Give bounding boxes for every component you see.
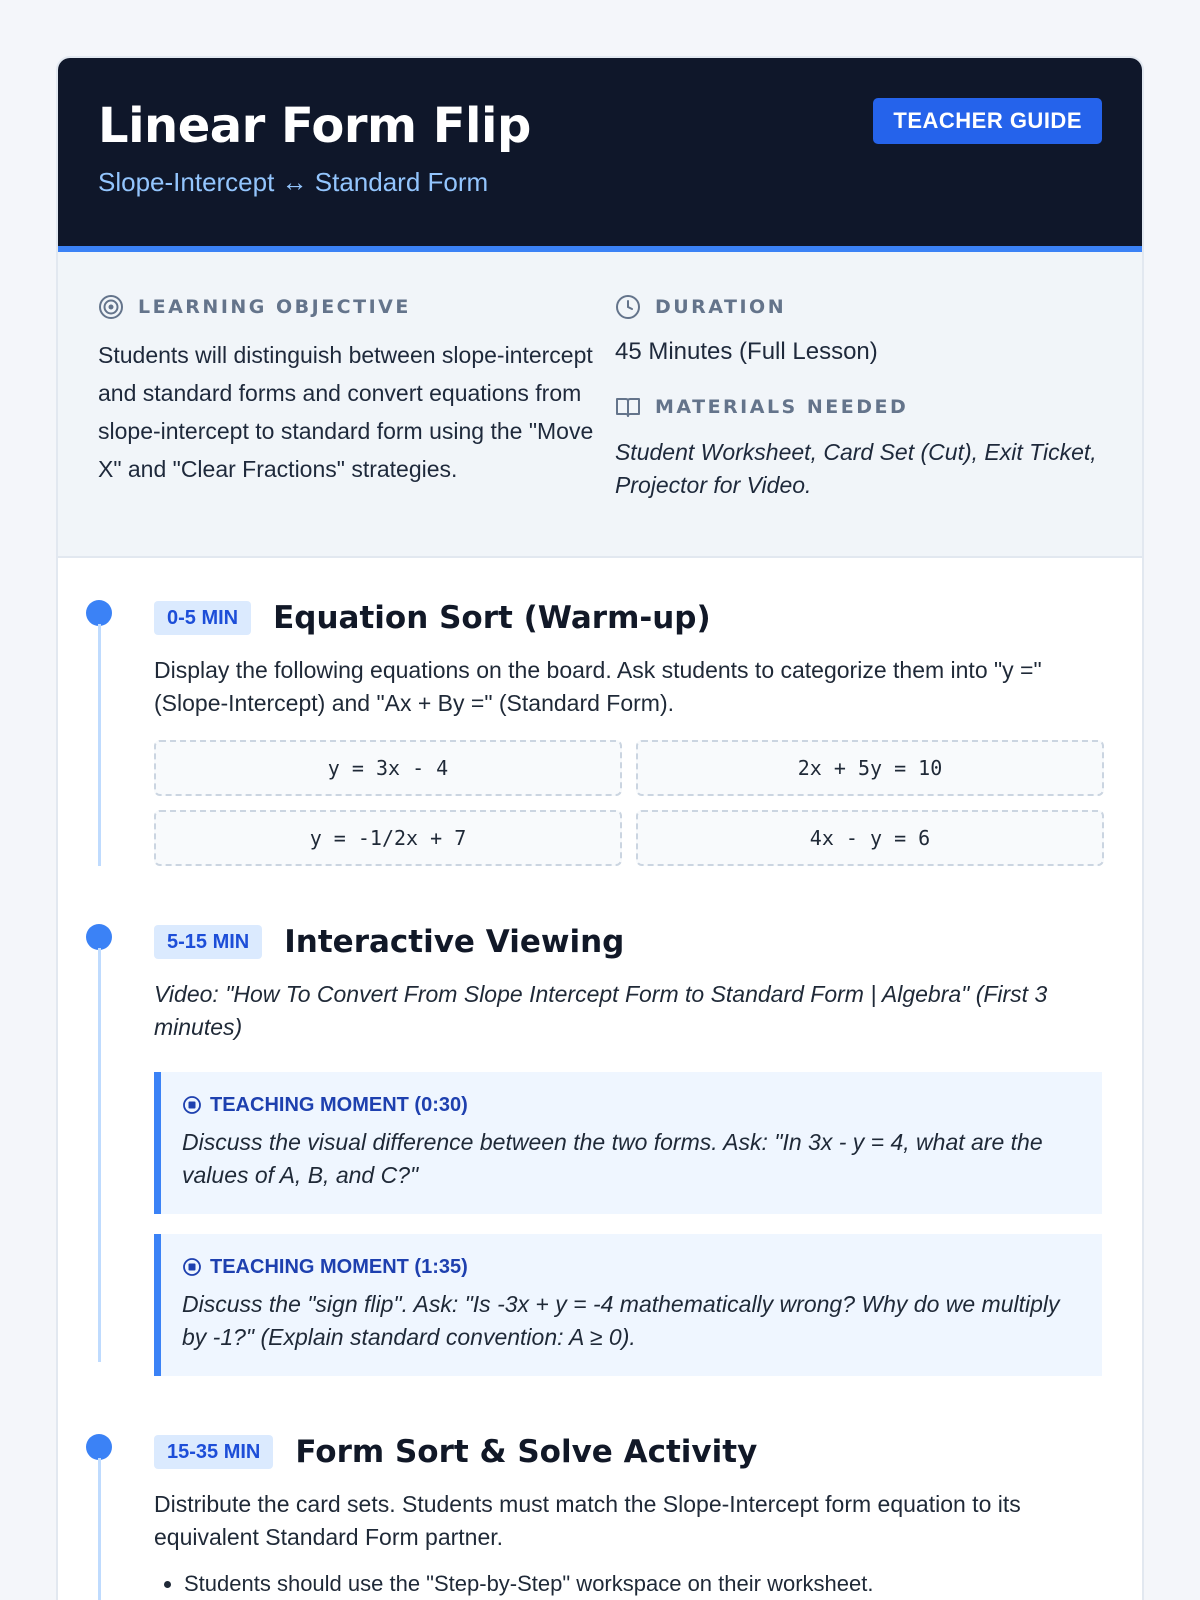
details-column — [615, 294, 1102, 556]
teaching-moment — [154, 1072, 1102, 1214]
clock-icon — [615, 294, 641, 320]
objective-text: Students will distinguish between slope-intercept and standard forms and convert equations from slope-intercept to standard form using the "Move X" and "Clear Fractions" strategies. — [98, 342, 594, 482]
materials-text: Student Worksheet, Card Set (Cut), Exit Ticket, Projector for Video. — [614, 439, 1097, 498]
teaching-moment — [154, 1234, 1102, 1376]
section-title: Equation Sort (Warm-up) — [273, 600, 711, 636]
objective-label: LEARNING OBJECTIVE — [138, 296, 411, 318]
lesson-subtitle: Slope-Intercept ↔ Standard Form — [98, 167, 489, 197]
teaching-moment-label: TEACHING MOMENT (1:35) — [210, 1255, 468, 1278]
timeline-section-viewing — [154, 866, 1102, 1376]
time-badge: 0-5 MIN — [154, 601, 251, 635]
timeline-dot — [86, 1434, 112, 1460]
section-header — [154, 1432, 1102, 1472]
time-badge: 15-35 MIN — [154, 1435, 273, 1469]
lesson-header — [58, 58, 1142, 252]
teaching-moment-text: Discuss the "sign flip". Ask: "Is -3x + y = -4 mathematically wrong? Why do we multiply by -1?" (Explain standard convention: A ≥ 0). — [182, 1291, 1060, 1350]
section-header — [154, 598, 1102, 638]
lesson-timeline — [58, 558, 1142, 1600]
lesson-title: Linear Form Flip — [98, 98, 531, 154]
lesson-card — [56, 56, 1144, 1600]
equation-grid — [154, 740, 1102, 866]
timeline-section-warmup — [154, 558, 1102, 866]
duration-heading — [615, 294, 1102, 320]
teacher-guide-badge: TEACHER GUIDE — [873, 98, 1102, 144]
section-text: Distribute the card sets. Students must match the Slope-Intercept form equation to its equivalent Standard Form partner. — [154, 1491, 1021, 1550]
lesson-meta — [58, 252, 1142, 558]
duration-text: 45 Minutes (Full Lesson) — [614, 338, 878, 365]
objective-column — [98, 294, 615, 556]
timeline-rail — [98, 624, 101, 866]
section-title: Form Sort & Solve Activity — [295, 1434, 758, 1470]
timeline-section-activity — [154, 1376, 1102, 1600]
timeline-rail — [98, 1458, 101, 1600]
section-header — [154, 922, 1102, 962]
materials-label: MATERIALS NEEDED — [654, 396, 909, 418]
record-icon — [182, 1095, 202, 1115]
equation-card: y = -1/2x + 7 — [154, 810, 622, 866]
equation-card: 2x + 5y = 10 — [636, 740, 1104, 796]
teaching-moment-heading — [182, 1254, 1076, 1280]
timeline-rail — [98, 948, 101, 1362]
objective-heading — [98, 294, 615, 320]
teaching-moment-label: TEACHING MOMENT (0:30) — [210, 1093, 468, 1116]
duration-label: DURATION — [654, 296, 787, 318]
teaching-moment-heading — [182, 1092, 1076, 1118]
equation-card: 4x - y = 6 — [636, 810, 1104, 866]
section-title: Interactive Viewing — [284, 924, 625, 960]
timeline-dot — [86, 600, 112, 626]
time-badge: 5-15 MIN — [154, 925, 262, 959]
video-reference: Video: "How To Convert From Slope Intercept Form to Standard Form | Algebra" (First 3 minutes) — [154, 981, 1048, 1040]
book-icon — [615, 394, 641, 420]
teaching-moment-text: Discuss the visual difference between the two forms. Ask: "In 3x - y = 4, what are the values of A, B, and C?" — [182, 1129, 1043, 1188]
section-text: Display the following equations on the board. Ask students to categorize them into "y =" (Slope-Intercept) and "Ax + By =" (Standard Form). — [154, 657, 1042, 716]
equation-card: y = 3x - 4 — [154, 740, 622, 796]
timeline-dot — [86, 924, 112, 950]
materials-heading — [615, 394, 1102, 420]
record-icon — [182, 1257, 202, 1277]
activity-bullets — [154, 1568, 1102, 1600]
target-icon — [98, 294, 124, 320]
list-item: • Students should use the "Step-by-Step" workspace on their worksheet. — [184, 1568, 1102, 1600]
